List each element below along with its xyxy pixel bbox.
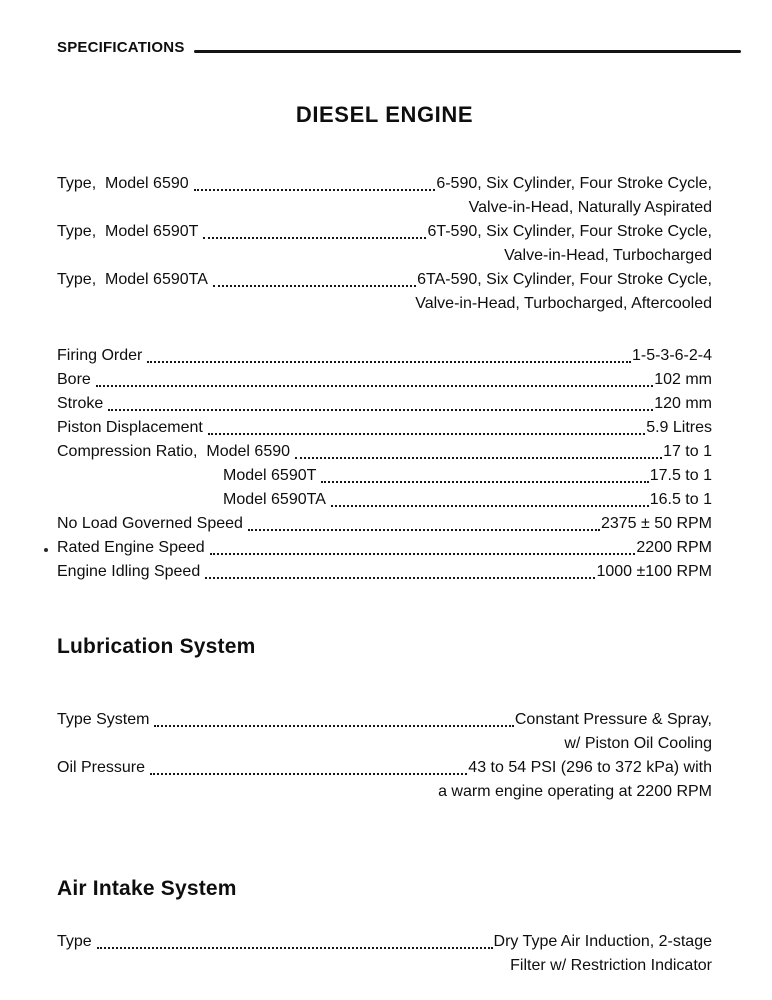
dot-leader [208,433,645,435]
spec-label: Type, Model 6590 [57,175,189,192]
spec-value: 17 to 1 [663,443,712,460]
spec-row-rated-engine-speed [57,536,712,560]
header-label: SPECIFICATIONS [57,39,185,56]
spec-continuation: Valve-in-Head, Naturally Aspirated [468,199,712,216]
spec-value: 102 mm [654,371,712,388]
spec-row-type-6590t [57,220,712,244]
spec-value: 2375 ± 50 RPM [600,515,712,532]
spec-label: Type System [57,711,150,728]
spec-label: Firing Order [57,347,143,364]
spec-label: Stroke [57,395,104,412]
spec-label: No Load Governed Speed [57,515,243,532]
spec-label: Model 6590TA [223,491,326,508]
dot-leader [150,773,467,775]
lubrication-heading: Lubrication System [57,635,256,658]
spec-row-engine-idling-speed [57,560,712,584]
spec-continuation: Valve-in-Head, Turbocharged [504,247,712,264]
spec-row-compression-6590 [57,440,712,464]
spec-row-compression-6590t [57,464,712,488]
engine-type-block [57,172,712,316]
spec-label: Rated Engine Speed [57,539,205,556]
spec-row-firing-order [57,344,712,368]
spec-label: Piston Displacement [57,419,203,436]
spec-continuation: Valve-in-Head, Turbocharged, Aftercooled [415,295,712,312]
spec-label: Oil Pressure [57,759,146,776]
dot-leader [331,505,649,507]
spec-row-oil-pressure [57,756,712,780]
spec-value: Dry Type Air Induction, 2-stage [493,933,712,950]
lubrication-block [57,708,712,804]
spec-row-air-type [57,930,712,954]
spec-value: 16.5 to 1 [649,491,712,508]
spec-row-type-6590 [57,172,712,196]
spec-value: 6-590, Six Cylinder, Four Stroke Cycle, [436,175,712,192]
dot-leader [147,361,631,363]
header-rule [194,50,741,53]
spec-value: 1000 ±100 RPM [596,563,712,580]
spec-label: Type [57,933,92,950]
dot-leader [97,947,493,949]
dot-leader [96,385,653,387]
dot-leader [154,725,513,727]
spec-value: 6T-590, Six Cylinder, Four Stroke Cycle, [427,223,712,240]
spec-row-no-load-governed-speed [57,512,712,536]
dot-leader [210,553,636,555]
spec-row-piston-displacement [57,416,712,440]
spec-continuation: Filter w/ Restriction Indicator [510,957,712,974]
spec-label: Bore [57,371,91,388]
page-header [57,36,741,56]
spec-row-bore [57,368,712,392]
spec-label: Engine Idling Speed [57,563,201,580]
spec-continuation: w/ Piston Oil Cooling [564,735,712,752]
dot-leader [321,481,648,483]
dot-leader [203,237,426,239]
spec-value: 2200 RPM [636,539,712,556]
spec-value: Constant Pressure & Spray, [514,711,712,728]
spec-label: Model 6590T [223,467,317,484]
spec-label: Compression Ratio, Model 6590 [57,443,291,460]
page-title: DIESEL ENGINE [295,102,474,127]
dot-leader [213,285,416,287]
scan-artifact-dot [44,548,48,552]
spec-value: 120 mm [654,395,712,412]
dot-leader [205,577,595,579]
spec-value: 6TA-590, Six Cylinder, Four Stroke Cycle, [417,271,712,288]
spec-row-stroke [57,392,712,416]
spec-row-type-6590ta [57,268,712,292]
dot-leader [108,409,653,411]
spec-row-compression-6590ta [57,488,712,512]
air-intake-block [57,930,712,978]
spec-continuation: a warm engine operating at 2200 RPM [438,783,712,800]
spec-value: 5.9 Litres [646,419,712,436]
engine-general-block [57,344,712,584]
air-intake-heading: Air Intake System [57,877,237,900]
spec-label: Type, Model 6590TA [57,271,208,288]
dot-leader [194,189,436,191]
dot-leader [295,457,662,459]
spec-value: 1-5-3-6-2-4 [631,347,712,364]
spec-value: 43 to 54 PSI (296 to 372 kPa) with [468,759,712,776]
spec-label: Type, Model 6590T [57,223,199,240]
dot-leader [248,529,600,531]
spec-row-type-system [57,708,712,732]
spec-value: 17.5 to 1 [649,467,712,484]
